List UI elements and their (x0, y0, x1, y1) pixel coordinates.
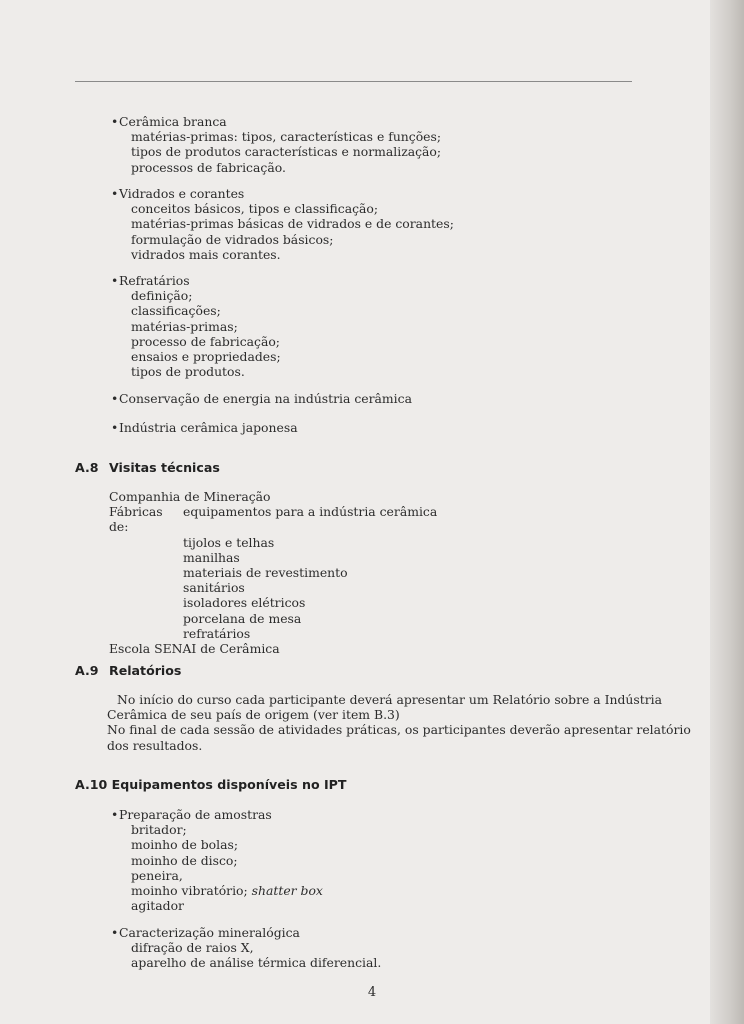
list-item: Escola SENAI de Cerâmica (109, 641, 280, 657)
list-item: conceitos básicos, tipos e classificação; (131, 201, 379, 217)
list-item: aparelho de análise térmica diferencial. (131, 955, 382, 971)
paragraph-line: dos resultados. (107, 737, 203, 753)
paragraph-line: No final de cada sessão de atividades práticas, os participantes deverão apresentar relatório (107, 722, 691, 738)
list-item: ensaios e propriedades; (131, 349, 281, 365)
bullet-title: • Conservação de energia na indústria cerâmica (111, 391, 412, 406)
list-item: peneira, (131, 867, 183, 883)
list-item: tipos de produtos características e normalização; (131, 144, 442, 160)
list-item: manilhas (183, 549, 240, 565)
heading-a10: A.10 Equipamentos disponíveis no IPT (75, 777, 347, 792)
list-item: processos de fabricação. (131, 159, 286, 175)
list-item: vidrados mais corantes. (131, 246, 281, 262)
list-item: Companhia de Mineração (109, 489, 271, 504)
bullet-title: • Caracterização mineralógica (111, 925, 381, 940)
list-item-text: moinho vibratório; (131, 883, 248, 899)
section-vidrados (111, 186, 454, 262)
list-item: isoladores elétricos (183, 595, 306, 611)
bullet-title: • Preparação de amostras (111, 807, 323, 822)
list-item: materiais de revestimento (183, 565, 348, 581)
fabricas-row (109, 504, 437, 534)
list-item: sanitários (183, 580, 245, 596)
section-number: A.8 (75, 460, 99, 475)
list-item: classificações; (131, 303, 221, 319)
heading-a8 (75, 460, 220, 476)
list-item: tipos de produtos. (131, 364, 245, 380)
list-item: difração de raios X, (131, 940, 254, 956)
section-refratarios (111, 273, 281, 379)
paragraph-line: No início do curso cada participante deverá apresentar um Relatório sobre a Indústria (117, 692, 662, 707)
section-visitas (109, 489, 437, 656)
shatter-box-term: shatter box (251, 883, 323, 899)
list-item: tijolos e telhas (183, 534, 275, 550)
list-item: porcelana de mesa (183, 610, 302, 626)
list-item-vibratorio (111, 883, 323, 898)
heading-a9 (75, 663, 181, 679)
list-item: moinho de disco; (131, 852, 238, 868)
bullet-title: • Vidrados e corantes (111, 186, 454, 201)
list-item: moinho de bolas; (131, 837, 239, 853)
list-item: formulação de vidrados básicos; (131, 231, 334, 247)
list-item: definição; (131, 288, 193, 304)
list-item: matérias-primas básicas de vidrados e de corantes; (131, 216, 454, 232)
bullet-conservacao (111, 391, 412, 406)
list-item: refratários (183, 625, 251, 641)
section-number: A.9 (75, 663, 99, 678)
bullet-title: • Indústria cerâmica japonesa (111, 420, 298, 435)
section-ceramica-branca (111, 114, 441, 175)
page-number: 4 (367, 985, 377, 1000)
list-item: agitador (131, 898, 184, 914)
section-relatorios (107, 692, 691, 753)
section-title: Relatórios (109, 663, 182, 678)
section-equipamentos-prep (111, 807, 323, 913)
header-rule (75, 81, 632, 82)
fabricas-label: Fábricas de: (109, 504, 163, 535)
list-item: matérias-primas: tipos, características e funções; (131, 129, 442, 145)
list-item: matérias-primas; (131, 318, 238, 334)
bullet-japonesa (111, 420, 298, 435)
bullet-title: • Refratários (111, 273, 281, 288)
bullet-title: • Cerâmica branca (111, 114, 441, 129)
paragraph-line: Cerâmica de seu país de origem (ver item B.3) (107, 707, 400, 723)
list-item: processo de fabricação; (131, 333, 280, 349)
section-equipamentos-carac (111, 925, 381, 971)
section-title: Visitas técnicas (109, 460, 220, 475)
list-item: britador; (131, 822, 187, 838)
list-item: equipamentos para a indústria cerâmica (183, 504, 438, 520)
page-edge-shadow (710, 0, 744, 1024)
